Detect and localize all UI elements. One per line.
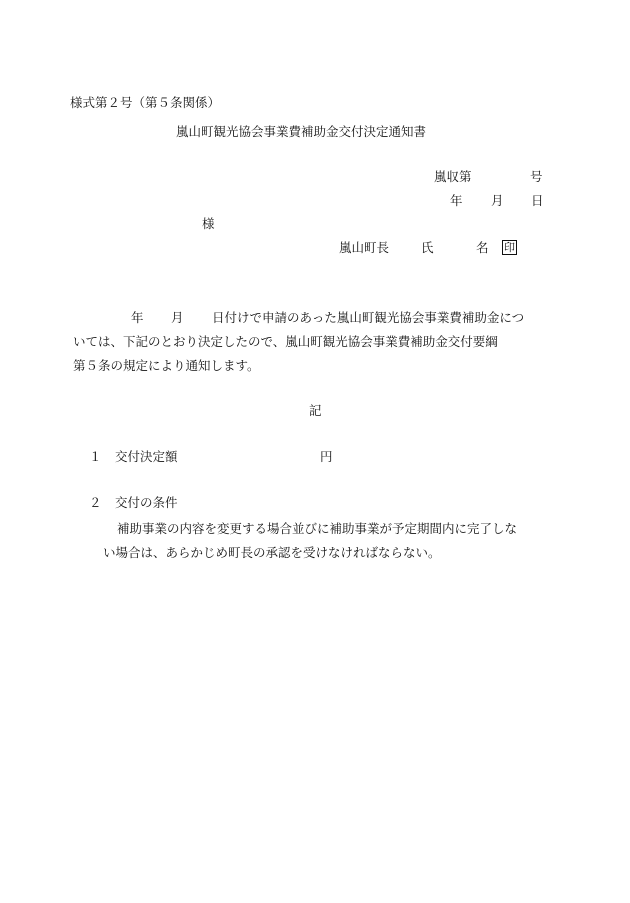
form-number: 様式第２号（第５条関係） <box>70 95 221 110</box>
seal-character: 印 <box>504 241 515 254</box>
item-2-text-line-1: 補助事業の内容を変更する場合並びに補助事業が予定期間内に完了しな <box>117 521 518 536</box>
item-2-text-line-2: い場合は、あらかじめ町長の承認を受けなければならない。 <box>103 545 441 560</box>
issuer-title: 嵐山町長 <box>339 240 390 255</box>
date-month: 月 <box>491 193 504 208</box>
date-day: 日 <box>531 193 544 208</box>
body-line-2: いては、下記のとおり決定したので、嵐山町観光協会事業費補助金交付要綱 <box>73 334 498 349</box>
item-1-unit: 円 <box>320 449 333 464</box>
document-title: 嵐山町観光協会事業費補助金交付決定通知書 <box>176 124 427 139</box>
body-line-1: 日付けで申請のあった嵐山町観光協会事業費補助金につ <box>212 310 525 325</box>
ki-heading: 記 <box>309 403 322 418</box>
date-year: 年 <box>450 193 463 208</box>
issuer-shi: 氏 <box>421 240 434 255</box>
recipient-suffix: 様 <box>202 216 215 231</box>
reference-suffix: 号 <box>530 169 543 184</box>
item-1-label: 交付決定額 <box>115 449 178 464</box>
item-2-label: 交付の条件 <box>115 495 178 510</box>
reference-prefix: 嵐収第 <box>434 169 472 184</box>
body-year: 年 <box>131 310 144 325</box>
body-month: 月 <box>171 310 184 325</box>
item-2-number: ２ <box>89 495 102 510</box>
item-1-number: １ <box>89 449 102 464</box>
body-line-3: 第５条の規定により通知します。 <box>73 358 260 373</box>
seal-mark <box>502 240 517 255</box>
issuer-mei: 名 <box>476 240 489 255</box>
